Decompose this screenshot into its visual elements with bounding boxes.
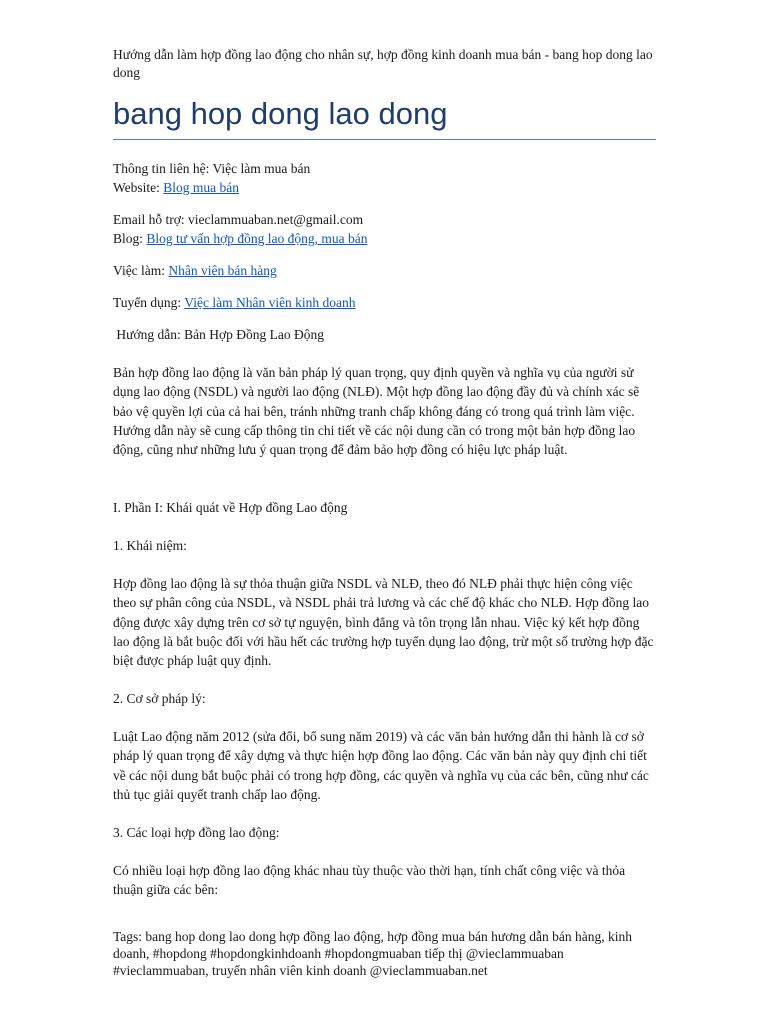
viec-lam-line	[113, 261, 658, 280]
page-title: bang hop dong lao dong	[113, 96, 448, 131]
tuyen-dung-line	[113, 293, 658, 312]
tuyen-dung-block	[113, 293, 658, 312]
intro-paragraph: Bản hợp đồng lao động là văn bản pháp lý quan trọng, quy định quyền và nghĩa vụ của người sử dụng lao động (NSDL) và người lao động (NLĐ). Một hợp đồng lao động đầy đủ và chính xác sẽ bảo vệ quyền lợi của cả hai bên, tránh những tranh chấp không đáng có trong quá trình làm việc. Hướng dẫn này sẽ cung cấp thông tin chi tiết về các nội dung cần có trong một bản hợp đồng lao động, cũng như những lưu ý quan trọng để đảm bảo hợp đồng có hiệu lực pháp luật.	[113, 365, 640, 458]
website-line	[113, 178, 658, 197]
blog-line	[113, 229, 658, 248]
viec-lam-block	[113, 261, 658, 280]
subsection-1-heading: 1. Khái niệm:	[113, 538, 187, 553]
website-link[interactable]: Blog mua bán	[163, 180, 240, 195]
contact-info: Thông tin liên hệ: Việc làm mua bán	[113, 161, 311, 176]
subsection-3-text: Có nhiều loại hợp đồng lao động khác nhau tùy thuộc vào thời hạn, tính chất công việc và thỏa thuận giữa các bên:	[113, 863, 626, 898]
subsection-2-heading: 2. Cơ sở pháp lý:	[113, 691, 206, 706]
section-1-heading: I. Phần I: Khái quát về Hợp đồng Lao động	[113, 500, 348, 515]
title-divider	[113, 139, 656, 140]
website-label: Website:	[113, 180, 164, 195]
header-note: Hướng dẫn làm hợp đồng lao động cho nhân sự, hợp đồng kinh doanh mua bán - bang hop dong lao dong	[113, 47, 653, 80]
subsection-1-text: Hợp đồng lao động là sự thỏa thuận giữa NSDL và NLĐ, theo đó NLĐ phải thực hiện công việc theo sự phân công của NSDL, và NSDL phải trả lương và các chế độ khác cho NLĐ. Hợp đồng lao động được xây dựng trên cơ sở tự nguyện, bình đẳng và tôn trọng lẫn nhau. Việc ký kết hợp đồng lao động là bắt buộc đối với hầu hết các trường hợp tuyển dụng lao động, trừ một số trường hợp đặc biệt được pháp luật quy định.	[113, 576, 654, 669]
contact-block	[113, 159, 658, 197]
subsection-3-heading: 3. Các loại hợp đồng lao động:	[113, 825, 280, 840]
tuyen-dung-label: Tuyển dụng:	[113, 295, 185, 310]
tags-line: Tags: bang hop dong lao dong hợp đồng lao động, hợp đồng mua bán hương dẫn bán hàng, kinh doanh, #hopdong #hopdongkinhdoanh #hopdongmuaban tiếp thị @vieclammuaban #vieclammuaban, truyển nhân viên kinh doanh @vieclammuaban.net	[113, 929, 632, 978]
email-line: Email hỗ trợ: vieclammuaban.net@gmail.com	[113, 212, 364, 227]
viec-lam-link[interactable]: Nhân viên bán hàng	[168, 263, 277, 278]
blog-link[interactable]: Blog tư vấn hợp đồng lao động, mua bán	[146, 231, 368, 246]
viec-lam-label: Việc làm:	[113, 263, 169, 278]
guide-heading: Hướng dẫn: Bản Hợp Đồng Lao Động	[113, 327, 324, 342]
subsection-2-text: Luật Lao động năm 2012 (sửa đổi, bổ sung năm 2019) và các văn bản hướng dẫn thi hành là cơ sở pháp lý quan trọng để xây dựng và thực hiện hợp đồng lao động. Các văn bản này quy định chi tiết về các nội dung bắt buộc phải có trong hợp đồng, các quyền và nghĩa vụ của các bên, cũng như các thủ tục giải quyết tranh chấp lao động.	[113, 729, 649, 802]
email-block	[113, 210, 658, 248]
blog-label: Blog:	[113, 231, 147, 246]
tuyen-dung-link[interactable]: Việc làm Nhân viên kinh doanh	[184, 295, 356, 310]
